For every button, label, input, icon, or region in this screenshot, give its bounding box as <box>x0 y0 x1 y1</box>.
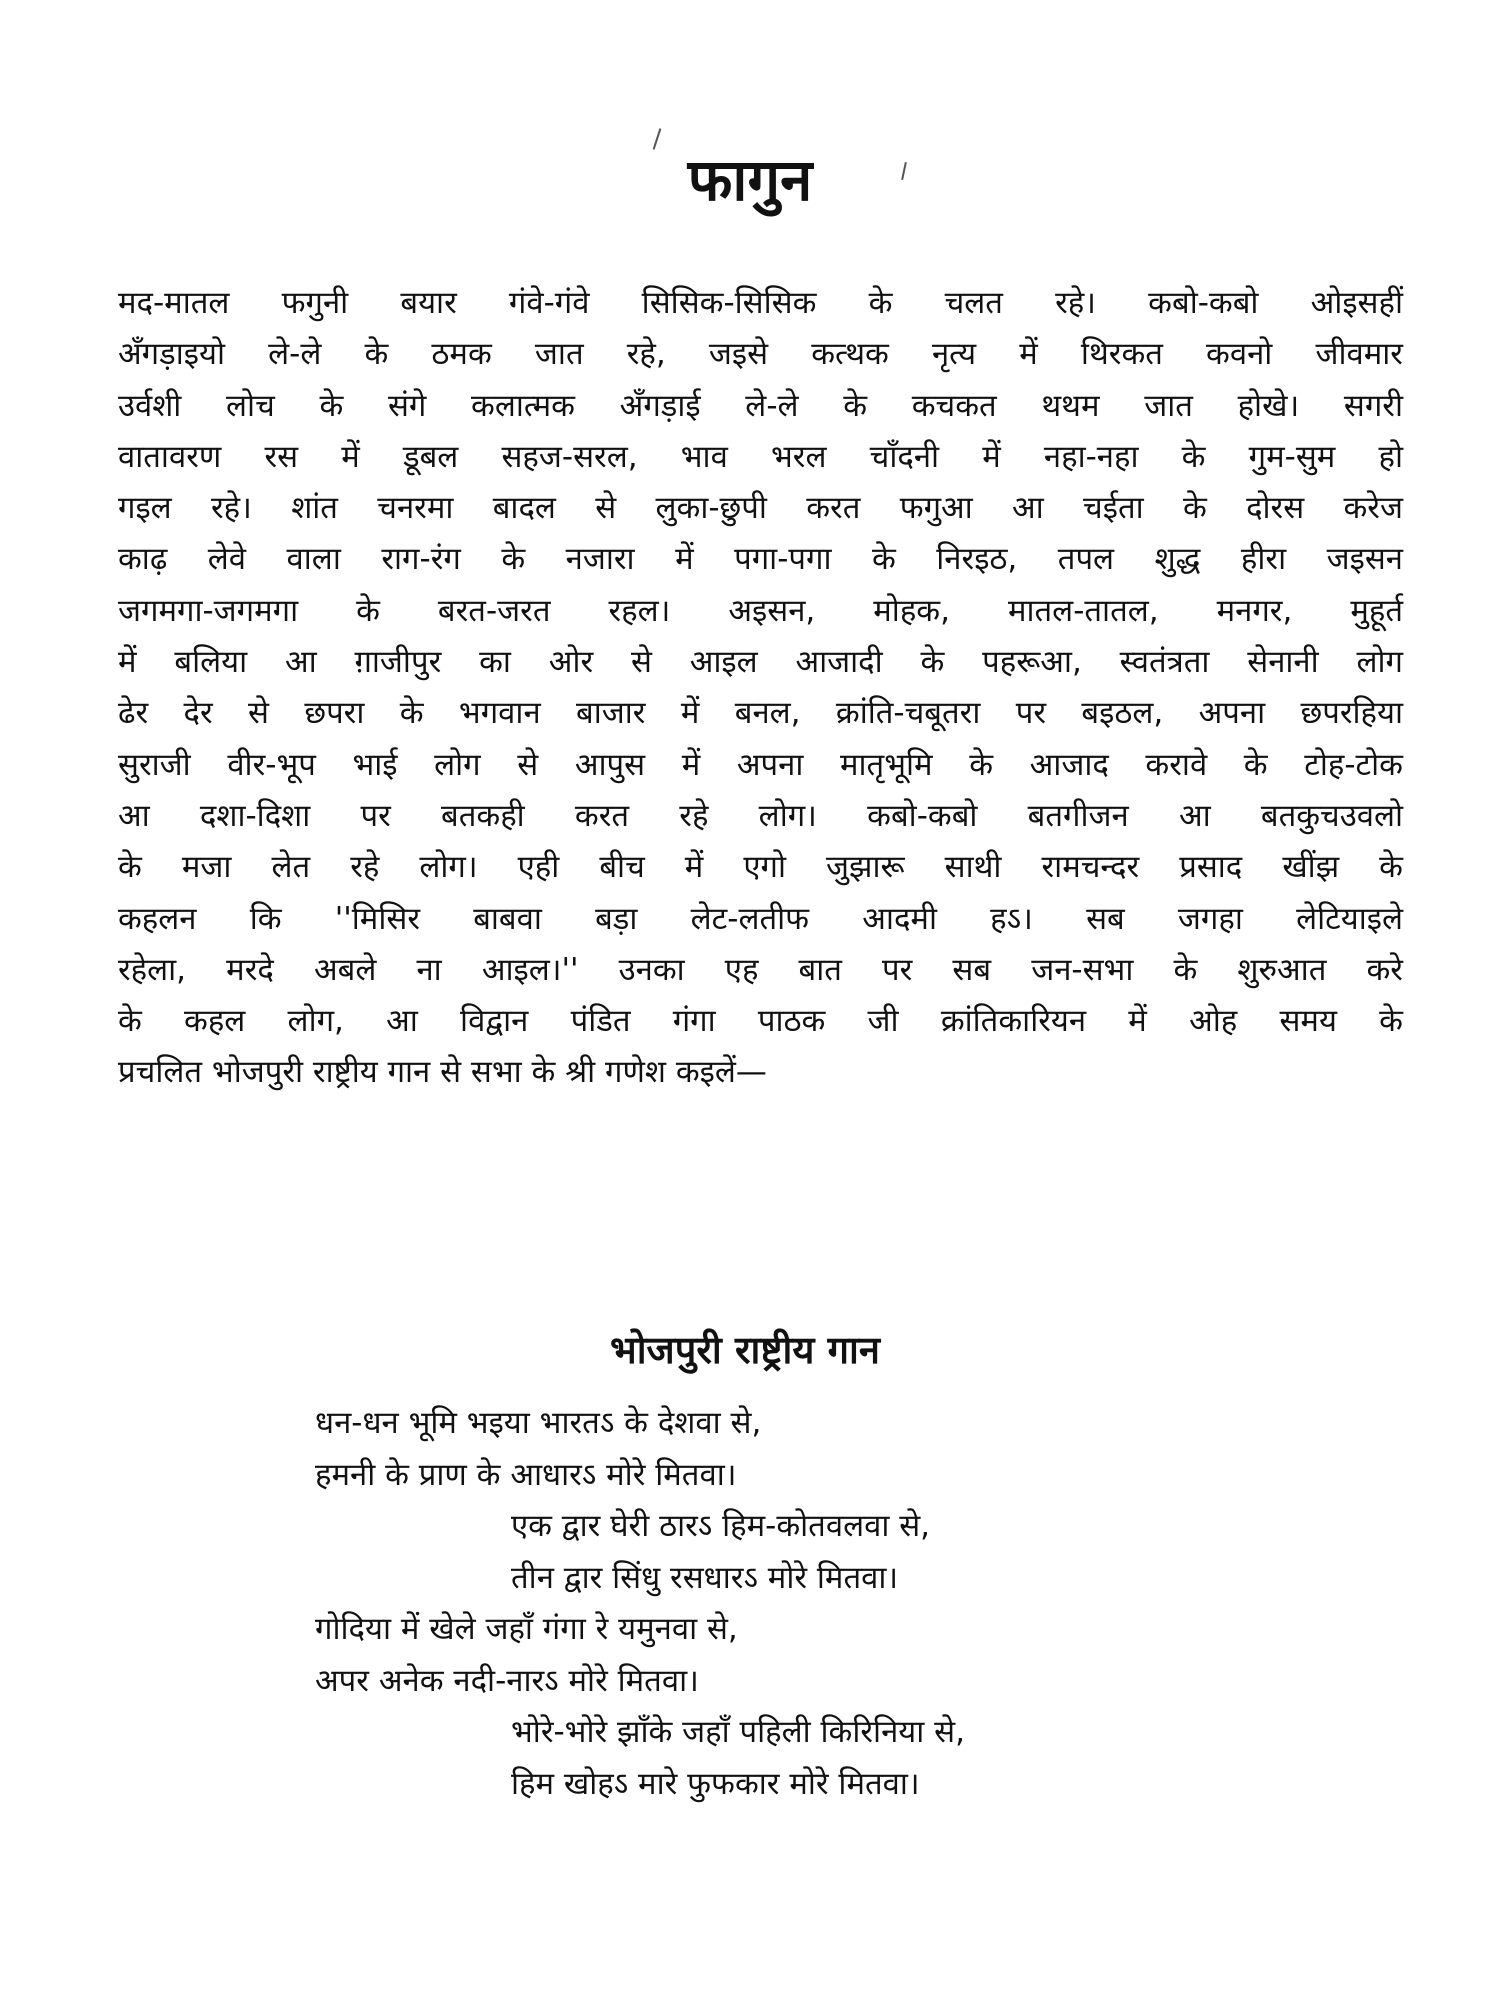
paragraph-line: सुराजी वीर-भूप भाई लोग से आपुस में अपना मातृभूमि के आजाद करावे के टोह-टोक <box>118 746 1403 783</box>
paragraph-line: रहेला, मरदे अबले ना आइल।'' उनका एह बात पर सब जन-सभा के शुरुआत करे <box>118 951 1403 988</box>
paragraph-line: मद-मातल फगुनी बयार गंवे-गंवे सिसिक-सिसिक के चलत रहे। कबो-कबो ओइसहीं <box>118 285 1403 321</box>
paragraph-line: प्रचलित भोजपुरी राष्ट्रीय गान से सभा के श्री गणेश कइलें— <box>118 1054 767 1091</box>
song-heading: भोजपुरी राष्ट्रीय गान <box>610 1328 880 1372</box>
song-verses <box>315 1398 1215 1810</box>
paragraph-line: जगमगा-जगमगा के बरत-जरत रहल। अइसन, मोहक, मातल-तातल, मनगर, मुहूर्त <box>118 592 1403 629</box>
paragraph-line: वातावरण रस में डूबल सहज-सरल, भाव भरल चाँदनी में नहा-नहा के गुम-सुम हो <box>118 438 1403 475</box>
paragraph-line: अँगड़ाइयो ले-ले के ठमक जात रहे, जइसे कत्थक नृत्य में थिरकत कवनो जीवमार <box>118 336 1403 373</box>
song-line: धन-धन भूमि भइया भारतऽ के देशवा से, <box>315 1405 762 1441</box>
paragraph-line: ढेर देर से छपरा के भगवान बाजार में बनल, क्रांति-चबूतरा पर बइठल, अपना छपरहिया <box>118 695 1403 732</box>
song-line: एक द्वार घेरी ठारऽ हिम-कोतवलवा से, <box>511 1508 931 1544</box>
paragraph-line: में बलिया आ ग़ाजीपुर का ओर से आइल आजादी के पहरूआ, स्वतंत्रता सेनानी लोग <box>118 644 1403 681</box>
body-paragraph <box>118 278 1403 1099</box>
page-title: फागुन <box>687 146 813 214</box>
paragraph-line: उर्वशी लोच के संगे कलात्मक अँगड़ाई ले-ले के कचकत थथम जात होखे। सगरी <box>118 387 1403 424</box>
song-line: अपर अनेक नदी-नारऽ मोरे मितवा। <box>315 1662 699 1699</box>
paragraph-line: काढ़ लेवे वाला राग-रंग के नजारा में पगा-पगा के निरइठ, तपल शुद्ध हीरा जइसन <box>118 541 1403 578</box>
paragraph-line: आ दशा-दिशा पर बतकही करत रहे लोग। कबो-कबो बतगीजन आ बतकुचउवलो <box>118 797 1403 834</box>
paragraph-line: कहलन कि ''मिसिर बाबवा बड़ा लेट-लतीफ आदमी हऽ। सब जगहा लेटियाइले <box>118 900 1403 937</box>
song-line: हमनी के प्राण के आधारऽ मोरे मितवा। <box>315 1456 737 1493</box>
song-line: तीन द्वार सिंधु रसधारऽ मोरे मितवा। <box>511 1559 899 1596</box>
paragraph-line: गइल रहे। शांत चनरमा बादल से लुका-छुपी करत फगुआ आ चईता के दोरस करेज <box>118 490 1403 527</box>
paragraph-line: के मजा लेत रहे लोग। एही बीच में एगो जुझारू साथी रामचन्दर प्रसाद खींझ के <box>118 849 1403 886</box>
song-line: भोरे-भोरे झाँके जहाँ पहिली किरिनिया से, <box>511 1714 965 1750</box>
song-line: गोदिया में खेले जहाँ गंगा रे यमुनवा से, <box>315 1611 738 1647</box>
paragraph-line: के कहल लोग, आ विद्वान पंडित गंगा पाठक जी क्रांतिकारियन में ओह समय के <box>118 1003 1403 1040</box>
song-line: हिम खोहऽ मारे फुफकार मोरे मितवा। <box>511 1765 920 1802</box>
